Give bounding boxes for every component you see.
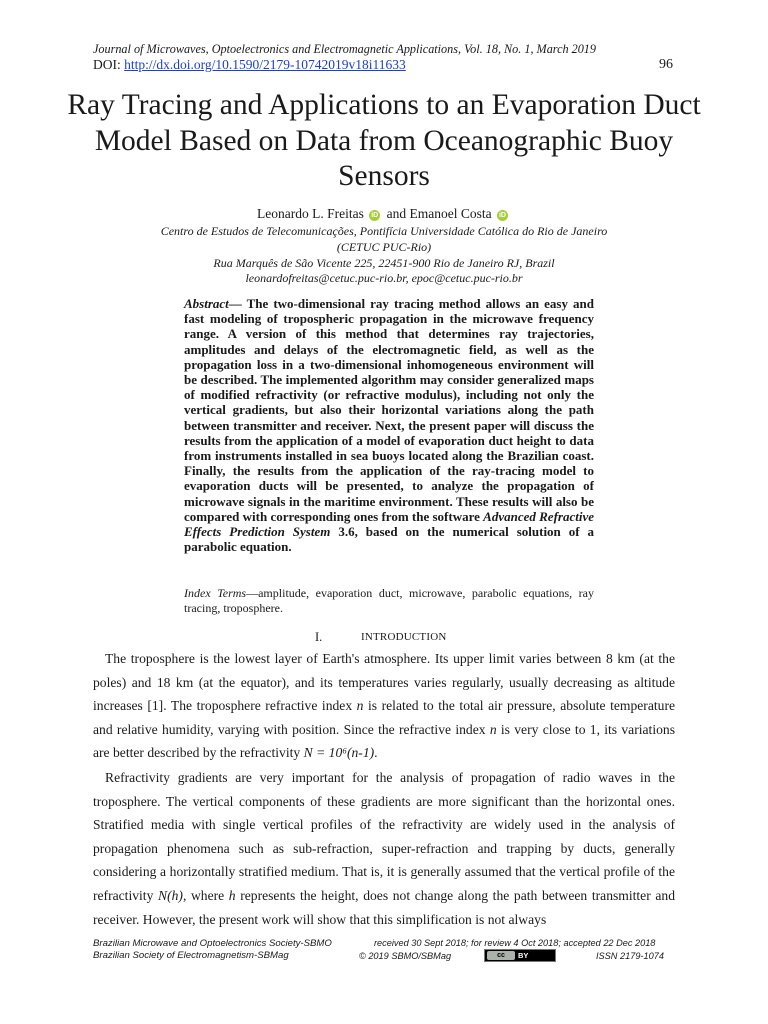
- footer-society-1: Brazilian Microwave and Optoelectronics Society-SBMO: [93, 938, 332, 949]
- footer-society-2: Brazilian Society of Electromagnetism-SBMag: [93, 950, 289, 961]
- index-terms-label: Index Terms: [184, 586, 247, 600]
- variable-n: n: [356, 698, 364, 714]
- affiliation-line-2: (CETUC PUC-Rio): [336, 240, 432, 254]
- abstract-text: — The two-dimensional ray tracing method allows an easy and fast modeling of tropospheric propagation in the microwave frequency range. A version of this method that determines ray trajectories, amplitudes and delays of the electromagnetic field, as well as the propagation loss in a two-dimensional inhomogeneous environment will be described. The implemented algorithm may consider generalized maps of modified refractivity (or refractive modulus), including not only the vertical gradients, but also their horizontal variations along the path between transmitter and receiver. Next, the present paper will discuss the results from the application of a model of evaporation duct height to data from instruments installed in sea buoys located along the Brazilian coast. Finally, the results from the application of the ray-tracing model to evaporation ducts will be presented, to analyze the propagation of microwave signals in the maritime environment. These results will also be compared with corresponding ones from the software: [184, 296, 594, 524]
- body-paragraph-2: [93, 766, 675, 931]
- author-2: and Emanoel Costa: [386, 206, 492, 221]
- body-text: represents the height, does not change along the path between transmitter and receiver. However, the present work will show that this simplification is not always: [93, 887, 675, 927]
- by-label: BY: [518, 951, 529, 960]
- body-text: Refractivity gradients are very important for the analysis of propagation of radio waves in the troposphere. The vertical components of these gradients are more significant than the horizontal ones. Stratified media with single vertical profiles of the refractivity are widely used in the analysis of propagation phenomena such as sub-refraction, super-refraction and trapping by ducts, generally considering a horizontally stratified medium. That is, it is generally assumed that the vertical profile of the refractivity: [93, 770, 675, 903]
- body-text: , where: [182, 887, 229, 903]
- affiliation-line-1: Centro de Estudos de Telecomunicações, Pontifícia Universidade Católica do Rio de Janeiro: [160, 224, 608, 238]
- footer-dates: received 30 Sept 2018; for review 4 Oct 2018; accepted 22 Dec 2018: [374, 938, 656, 948]
- author-1: Leonardo L. Freitas: [257, 206, 364, 221]
- orcid-icon[interactable]: iD: [371, 212, 379, 219]
- affiliation-address: Rua Marquês de São Vicente 225, 22451-900 Rio de Janeiro RJ, Brazil: [213, 256, 555, 270]
- body-paragraph-1: [93, 647, 675, 765]
- index-terms-text: —amplitude, evaporation duct, microwave, parabolic equations, ray tracing, troposphere.: [184, 586, 594, 615]
- journal-citation: Journal of Microwaves, Optoelectronics and Electromagnetic Applications, Vol. 18, No. 1, March 2019: [93, 42, 596, 56]
- footer-copyright: © 2019 SBMO/SBMag: [359, 951, 452, 961]
- body-text: is very close to 1, its variations are better described by the refractivity: [93, 721, 675, 761]
- abstract-label: Abstract: [184, 296, 229, 311]
- variable-n: n: [489, 721, 497, 737]
- refractivity-formula: N = 10⁶(n-1): [303, 745, 375, 761]
- body-text: The troposphere is the lowest layer of Earth's atmosphere. Its upper limit varies between 8 km (at the poles) and 18 km (at the equator), and its temperatures varies regularly, usually decreasing as altitude increases [1]. The troposphere refractive index: [93, 651, 675, 714]
- index-terms: [184, 586, 594, 616]
- cc-logo-icon: cc: [487, 951, 515, 960]
- footer-societies: [93, 938, 332, 962]
- section-title: INTRODUCTION: [361, 631, 447, 643]
- doi-link[interactable]: http://dx.doi.org/10.1590/2179-10742019v18i11633: [124, 57, 406, 72]
- page-number: 96: [659, 57, 673, 72]
- abstract-text-end: 3.6, based on the numerical solution of a parabolic equation.: [184, 524, 595, 555]
- doi-label: DOI:: [93, 57, 121, 72]
- body-text: .: [374, 745, 378, 761]
- orcid-icon[interactable]: iD: [498, 212, 506, 219]
- section-number: I.: [315, 630, 323, 644]
- affiliation-emails: leonardofreitas@cetuc.puc-rio.br, epoc@cetuc.puc-rio.br: [245, 271, 523, 285]
- body-text: is related to the total air pressure, absolute temperature and relative humidity, varying with position. Since the refractive index: [93, 698, 676, 737]
- software-name: Advanced Refractive Effects Prediction System: [184, 508, 595, 540]
- author-line: [0, 206, 768, 222]
- abstract: [184, 296, 594, 554]
- doi-line: [93, 57, 406, 73]
- cc-by-license-icon[interactable]: [484, 949, 556, 962]
- variable-nh: N(h): [158, 887, 183, 903]
- variable-h: h: [228, 887, 236, 903]
- footer-issn: ISSN 2179-1074: [596, 951, 664, 961]
- paper-title: Ray Tracing and Applications to an Evaporation Duct Model Based on Data from Oceanographic Buoy Sensors: [67, 89, 701, 192]
